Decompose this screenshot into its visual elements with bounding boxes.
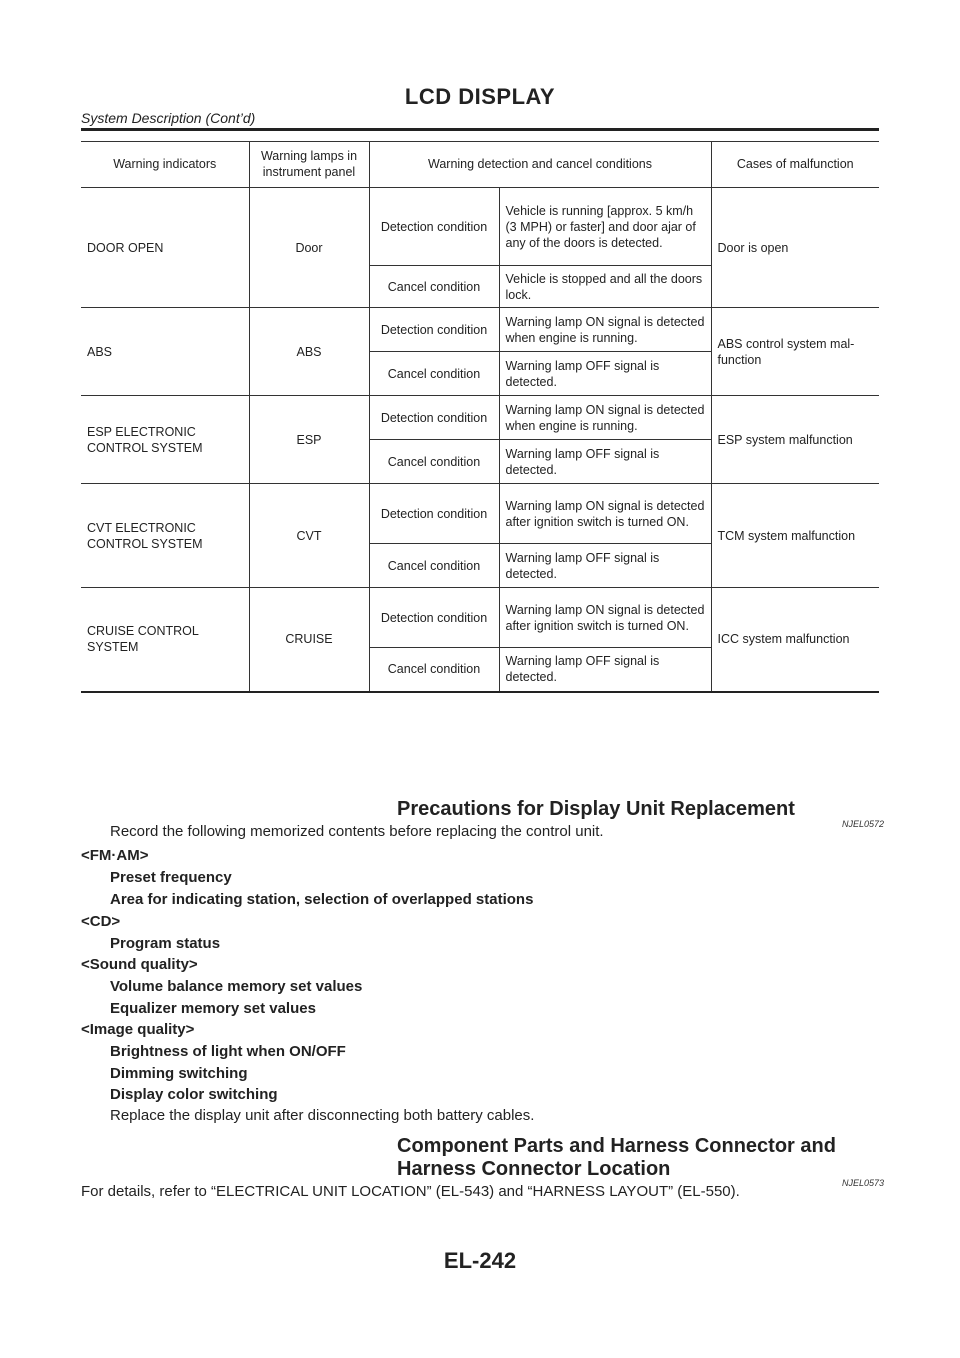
list-item: Area for indicating station, selection of overlapped stations [110, 891, 534, 908]
list-item: Program status [110, 935, 221, 952]
indicator-cell: CRUISE CONTROL SYSTEM [81, 588, 249, 692]
precautions-closing: Replace the display unit after disconnecting both battery cables. [110, 1107, 535, 1124]
col-header-malfunction: Cases of malfunction [711, 141, 879, 188]
group-sound-quality: <Sound quality> [81, 956, 198, 973]
group-fm-am: <FM·AM> [81, 847, 149, 864]
header-rule [81, 128, 879, 131]
lamp-cell: ESP [249, 396, 369, 484]
col-header-lamps: Warning lamps in instrument panel [249, 141, 369, 188]
table-row [81, 188, 879, 266]
malfunction-cell: ABS control system mal-function [711, 308, 879, 396]
table-row [81, 588, 879, 648]
malfunction-cell: ICC system malfunction [711, 588, 879, 692]
indicator-cell: ESP ELECTRONIC CONTROL SYSTEM [81, 396, 249, 484]
detection-label: Detection condition [369, 396, 499, 440]
precautions-intro: Record the following memorized contents before replacing the control unit. [110, 823, 604, 840]
lamp-cell: Door [249, 188, 369, 308]
cancel-text: Vehicle is stopped and all the doors lock. [499, 266, 711, 308]
cancel-label: Cancel condition [369, 266, 499, 308]
detection-label: Detection condition [369, 188, 499, 266]
table-row [81, 396, 879, 440]
precautions-heading: Precautions for Display Unit Replacement [397, 798, 795, 820]
group-cd: <CD> [81, 913, 121, 930]
table-row [81, 308, 879, 352]
list-item: Volume balance memory set values [110, 978, 363, 995]
list-item: Preset frequency [110, 869, 232, 886]
cancel-text: Warning lamp OFF signal is detected. [499, 648, 711, 692]
component-code: NJEL0573 [842, 1178, 885, 1188]
indicator-cell: DOOR OPEN [81, 188, 249, 308]
cancel-label: Cancel condition [369, 440, 499, 484]
warning-indicator-table [81, 141, 879, 693]
detection-label: Detection condition [369, 308, 499, 352]
precautions-code: NJEL0572 [842, 819, 885, 829]
cancel-text: Warning lamp OFF signal is detected. [499, 440, 711, 484]
component-heading-line1: Component Parts and Harness Connector and [397, 1135, 836, 1157]
malfunction-cell: Door is open [711, 188, 879, 308]
detection-text: Warning lamp ON signal is detected after ignition switch is turned ON. [499, 484, 711, 544]
page-number: EL-242 [443, 1248, 517, 1273]
list-item: Dimming switching [110, 1065, 248, 1082]
malfunction-cell: TCM system malfunction [711, 484, 879, 588]
detection-text: Warning lamp ON signal is detected after ignition switch is turned ON. [499, 588, 711, 648]
component-heading-line2: Harness Connector Location [397, 1158, 671, 1180]
indicator-cell: CVT ELECTRONIC CONTROL SYSTEM [81, 484, 249, 588]
cancel-label: Cancel condition [369, 352, 499, 396]
cancel-label: Cancel condition [369, 544, 499, 588]
cancel-label: Cancel condition [369, 648, 499, 692]
detection-label: Detection condition [369, 484, 499, 544]
page-title: LCD DISPLAY [404, 84, 556, 109]
table-header-row [81, 141, 879, 188]
lamp-cell: ABS [249, 308, 369, 396]
cancel-text: Warning lamp OFF signal is detected. [499, 352, 711, 396]
group-image-quality: <Image quality> [81, 1021, 195, 1038]
malfunction-cell: ESP system malfunction [711, 396, 879, 484]
detection-text: Warning lamp ON signal is detected when engine is running. [499, 396, 711, 440]
page-subtitle: System Description (Cont’d) [81, 110, 256, 126]
col-header-indicators: Warning indicators [81, 141, 249, 188]
lamp-cell: CRUISE [249, 588, 369, 692]
col-header-conditions: Warning detection and cancel conditions [369, 141, 711, 188]
indicator-cell: ABS [81, 308, 249, 396]
detection-text: Vehicle is running [approx. 5 km/h (3 MPH) or faster] and door ajar of any of the doors is detected. [499, 188, 711, 266]
detection-text: Warning lamp ON signal is detected when engine is running. [499, 308, 711, 352]
component-text: For details, refer to “ELECTRICAL UNIT LOCATION” (EL-543) and “HARNESS LAYOUT” (EL-550). [81, 1183, 740, 1200]
list-item: Equalizer memory set values [110, 1000, 316, 1017]
lamp-cell: CVT [249, 484, 369, 588]
cancel-text: Warning lamp OFF signal is detected. [499, 544, 711, 588]
detection-label: Detection condition [369, 588, 499, 648]
list-item: Display color switching [110, 1086, 278, 1103]
list-item: Brightness of light when ON/OFF [110, 1043, 346, 1060]
table-row [81, 484, 879, 544]
